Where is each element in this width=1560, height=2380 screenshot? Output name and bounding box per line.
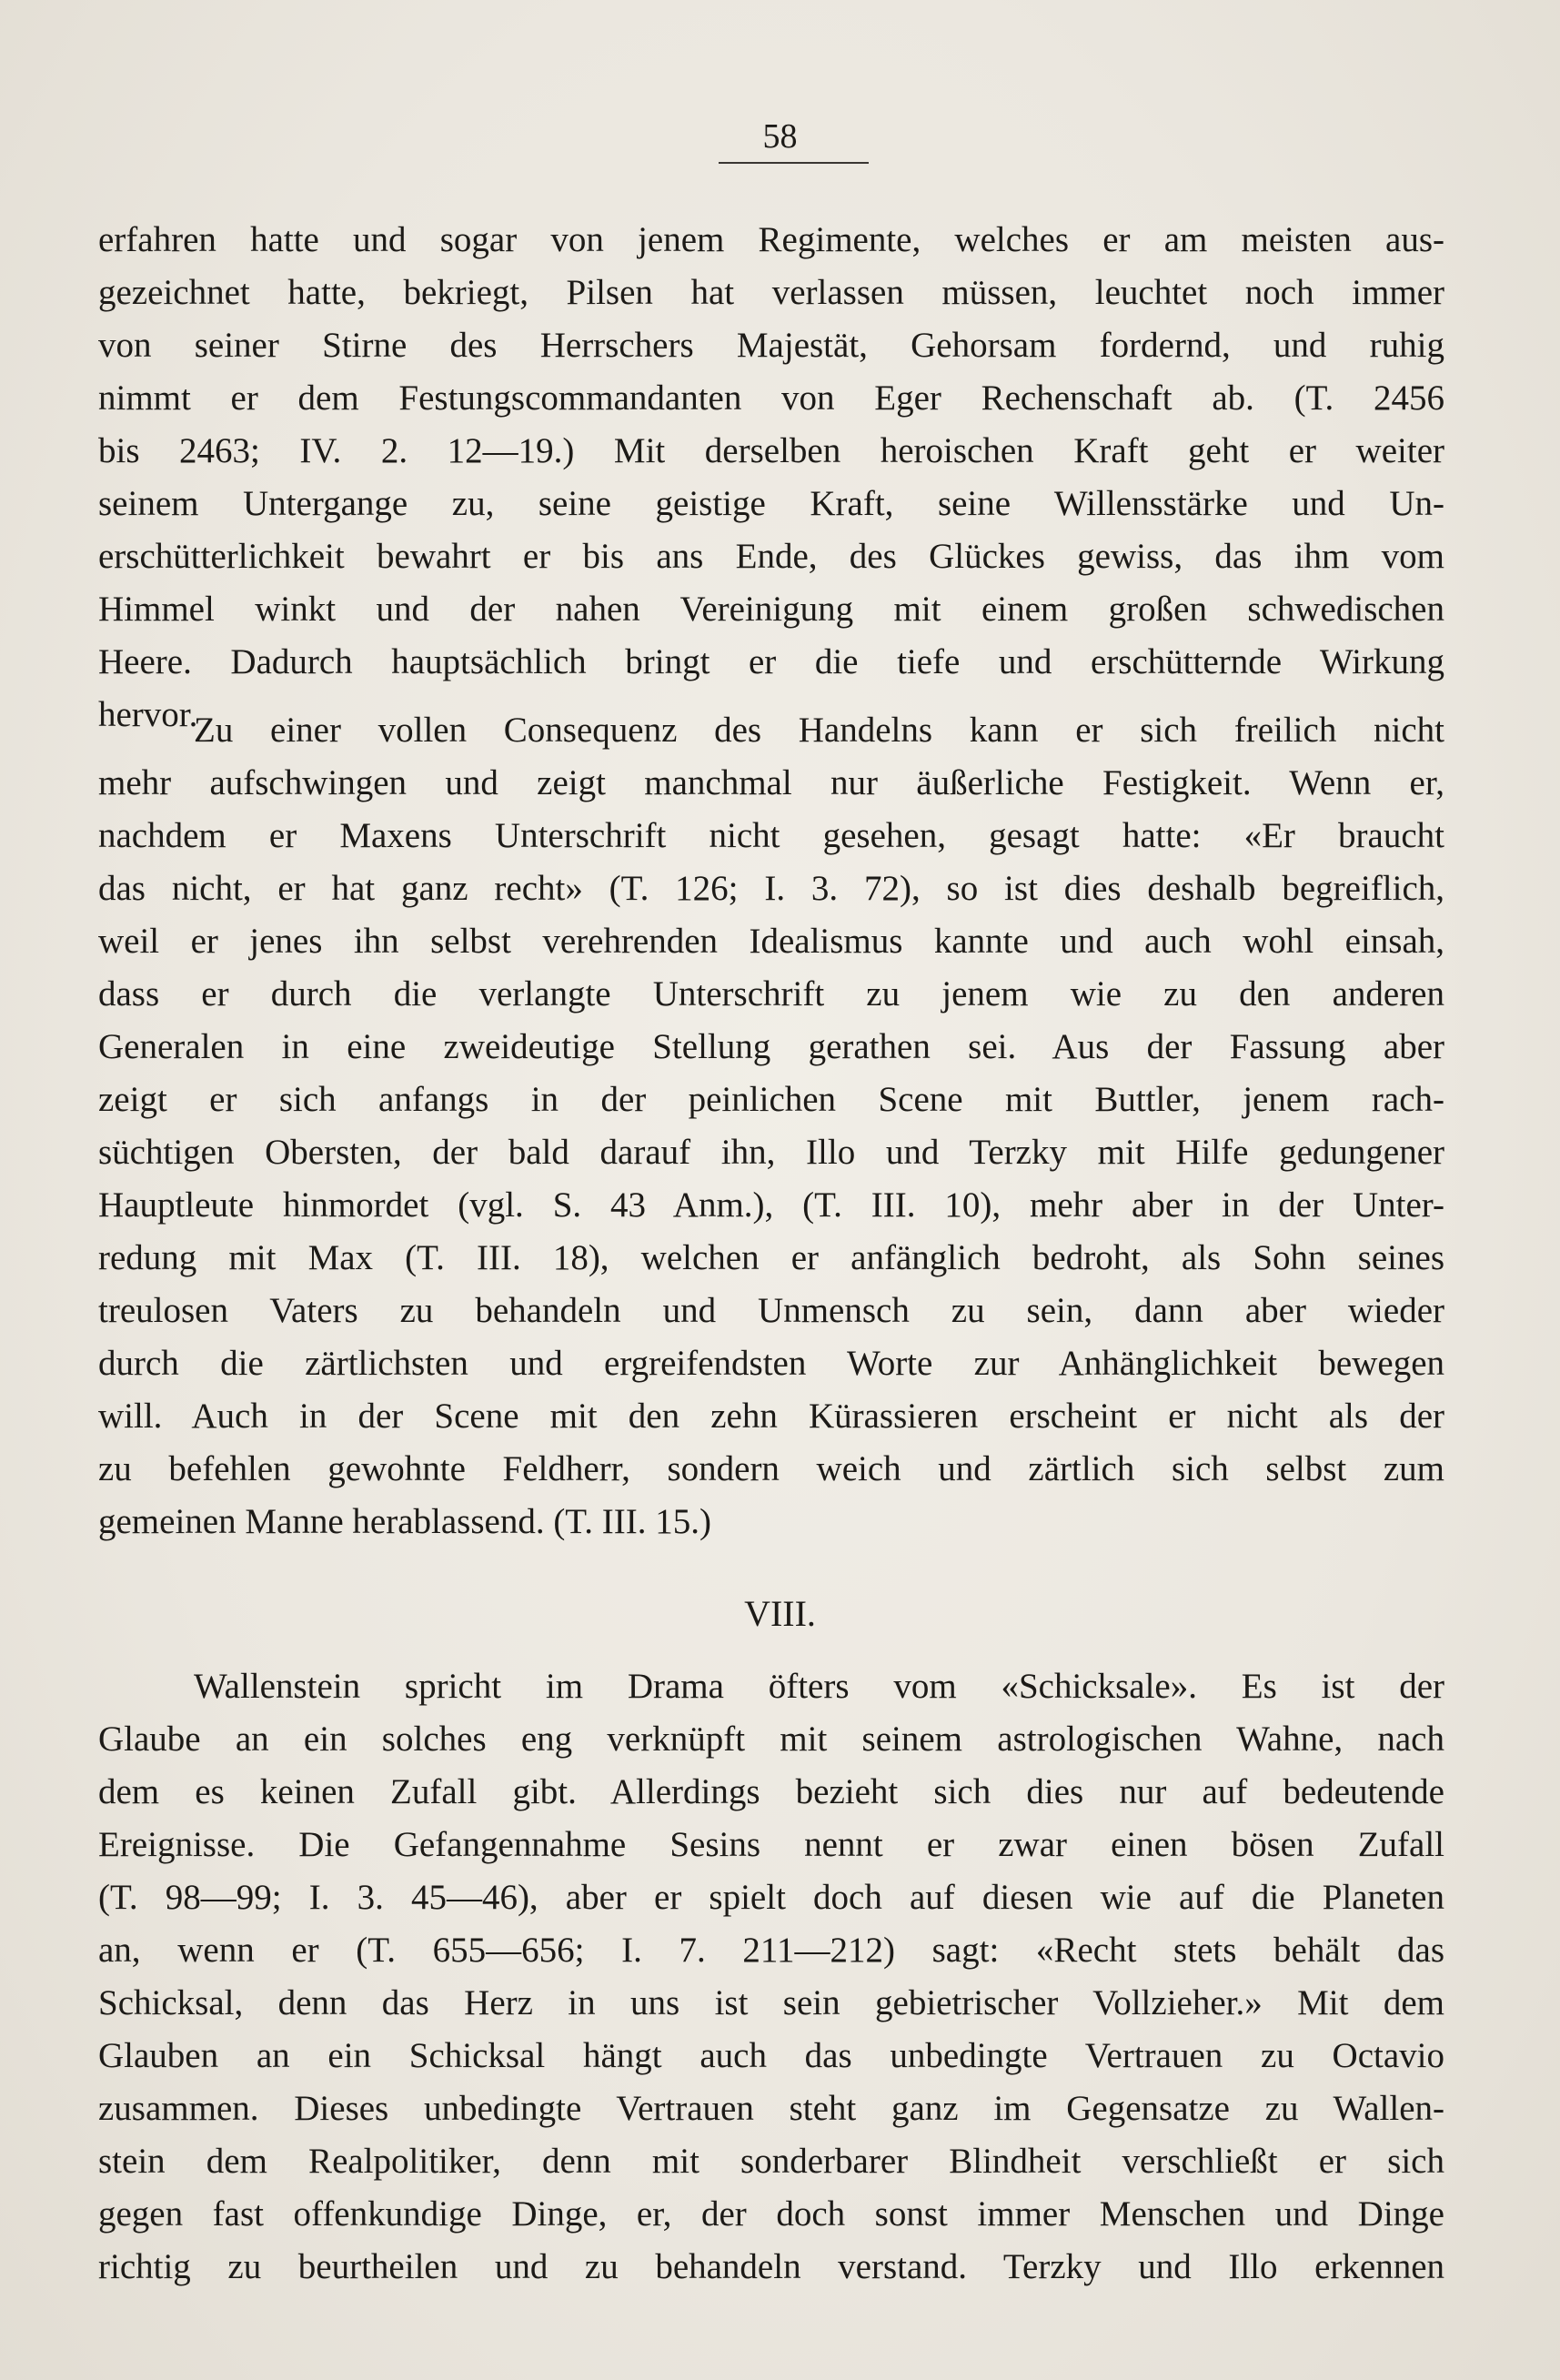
text-line: Generalen in eine zweideutige Stellung gerathen sei. Aus der Fassung aber: [98, 1027, 1444, 1066]
section-heading: VIII.: [744, 1593, 816, 1634]
text-line: dass er durch die verlangte Unterschrift zu jenem wie zu den anderen: [98, 974, 1444, 1014]
text-line: Heere. Dadurch hauptsächlich bringt er die tiefe und erschütternde Wirkung: [98, 642, 1444, 681]
text-line: erfahren hatte und sogar von jenem Regimente, welches er am meisten aus-: [98, 220, 1444, 259]
text-line: redung mit Max (T. III. 18), welchen er anfänglich bedroht, als Sohn seines: [98, 1238, 1444, 1277]
text-line: durch die zärtlichsten und ergreifendsten Worte zur Anhänglichkeit bewegen: [98, 1344, 1444, 1383]
text-line: weil er jenes ihn selbst verehrenden Idealismus kannte und auch wohl einsah,: [98, 922, 1444, 961]
text-line: zeigt er sich anfangs in der peinlichen Scene mit Buttler, jenem rach-: [98, 1080, 1444, 1119]
page-number: 58: [762, 117, 798, 156]
text-line: zusammen. Dieses unbedingte Vertrauen steht ganz im Gegensatze zu Wallen-: [98, 2089, 1444, 2128]
text-line: Zu einer vollen Consequenz des Handelns kann er sich freilich nicht: [194, 711, 1444, 750]
text-line: dem es keinen Zufall gibt. Allerdings bezieht sich dies nur auf bedeutende: [98, 1772, 1444, 1811]
text-line: von seiner Stirne des Herrschers Majestät, Gehorsam fordernd, und ruhig: [98, 326, 1444, 365]
text-line: seinem Untergange zu, seine geistige Kraft, seine Willensstärke und Un-: [98, 484, 1444, 523]
page-header: [0, 116, 1560, 156]
paragraph-schicksal: [98, 1660, 1444, 2294]
text-line: Ereignisse. Die Gefangennahme Sesins nennt er zwar einen bösen Zufall: [98, 1825, 1444, 1864]
text-line: hervor.: [98, 695, 198, 734]
text-line: Hauptleute hinmordet (vgl. S. 43 Anm.), (T. III. 10), mehr aber in der Unter-: [98, 1185, 1444, 1225]
text-line: an, wenn er (T. 655—656; I. 7. 211—212) sagt: «Recht stets behält das: [98, 1931, 1444, 1970]
text-line: nachdem er Maxens Unterschrift nicht gesehen, gesagt hatte: «Er braucht: [98, 816, 1444, 855]
text-line: bis 2463; IV. 2. 12—19.) Mit derselben heroischen Kraft geht er weiter: [98, 431, 1444, 470]
text-line: zu befehlen gewohnte Feldherr, sondern weich und zärtlich sich selbst zum: [98, 1449, 1444, 1488]
text-line: gemeinen Manne herablassend. (T. III. 15.): [98, 1502, 711, 1541]
text-line: mehr aufschwingen und zeigt manchmal nur äußerliche Festigkeit. Wenn er,: [98, 763, 1444, 802]
text-line: Glaube an ein solches eng verknüpft mit seinem astrologischen Wahne, nach: [98, 1719, 1444, 1759]
page-number-rule: [719, 162, 869, 164]
text-line: (T. 98—99; I. 3. 45—46), aber er spielt doch auf diesen wie auf die Planeten: [98, 1878, 1444, 1917]
text-line: will. Auch in der Scene mit den zehn Kürassieren erscheint er nicht als der: [98, 1397, 1444, 1436]
text-line: nimmt er dem Festungscommandanten von Eger Rechenschaft ab. (T. 2456: [98, 378, 1444, 418]
text-line: erschütterlichkeit bewahrt er bis ans Ende, des Glückes gewiss, das ihm vom: [98, 537, 1444, 576]
text-line: Schicksal, denn das Herz in uns ist sein gebietrischer Vollzieher.» Mit dem: [98, 1983, 1444, 2022]
paragraph-consequenz: [98, 704, 1444, 1548]
text-line: das nicht, er hat ganz recht» (T. 126; I. 3. 72), so ist dies deshalb begreiflich,: [98, 869, 1444, 908]
text-line: Wallenstein spricht im Drama öfters vom «Schicksale». Es ist der: [194, 1667, 1444, 1706]
text-line: gezeichnet hatte, bekriegt, Pilsen hat verlassen müssen, leuchtet noch immer: [98, 273, 1444, 312]
text-line: Glauben an ein Schicksal hängt auch das unbedingte Vertrauen zu Octavio: [98, 2036, 1444, 2075]
text-line: Himmel winkt und der nahen Vereinigung mit einem großen schwedischen: [98, 590, 1444, 629]
text-line: treulosen Vaters zu behandeln und Unmensch zu sein, dann aber wieder: [98, 1291, 1444, 1330]
text-line: süchtigen Obersten, der bald darauf ihn, Illo und Terzky mit Hilfe gedungener: [98, 1133, 1444, 1172]
text-line: gegen fast offenkundige Dinge, er, der doch sonst immer Menschen und Dinge: [98, 2194, 1444, 2234]
text-line: stein dem Realpolitiker, denn mit sonderbarer Blindheit verschließt er sich: [98, 2142, 1444, 2181]
text-line: richtig zu beurtheilen und zu behandeln verstand. Terzky und Illo erkennen: [98, 2247, 1444, 2286]
paragraph-continued: [98, 214, 1444, 741]
